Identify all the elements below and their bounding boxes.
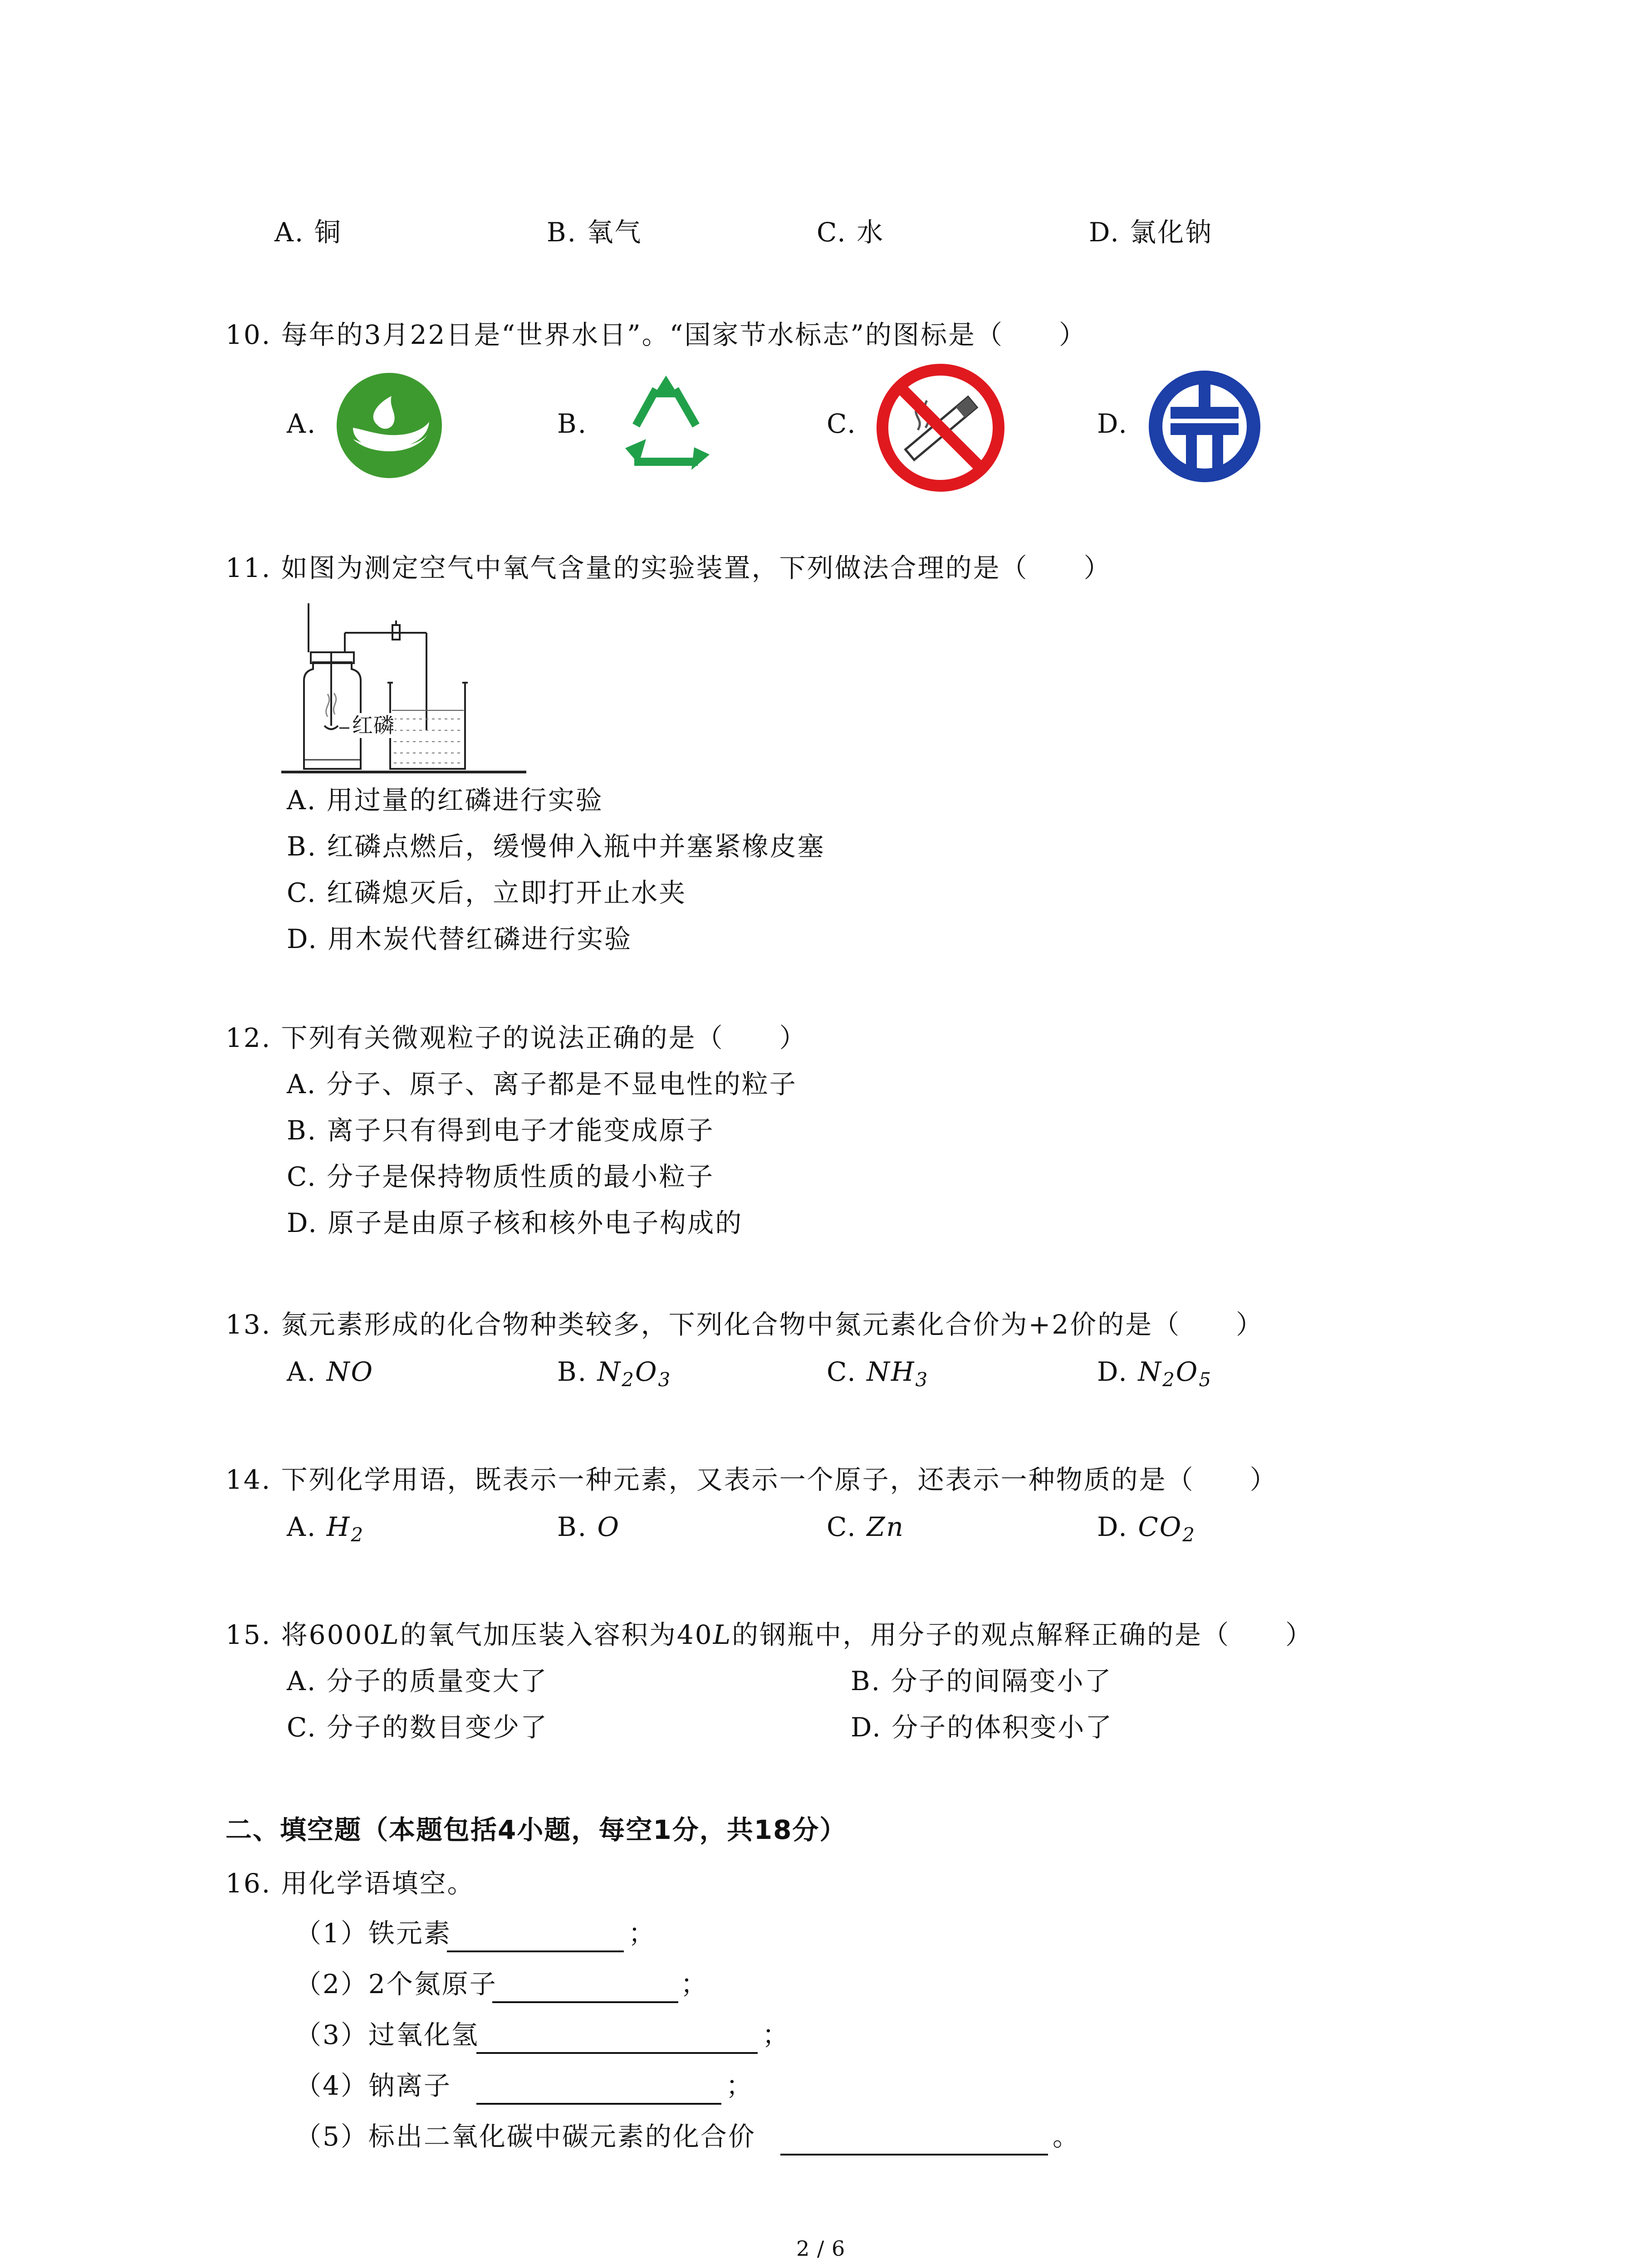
water-saving-icon	[335, 371, 444, 480]
q10-label-c: C.	[827, 408, 857, 439]
q9-option-c: C. 水	[817, 217, 885, 248]
q16-item-5: （5）标出二氧化碳中碳元素的化合价	[295, 2121, 756, 2152]
q16-stem: 16. 用化学语填空。	[225, 1868, 475, 1899]
q15-stem: 15. 将6000L的氧气加压装入容积为40L的钢瓶中，用分子的观点解释正确的是（ ）	[225, 1619, 1313, 1650]
q10-stem: 10. 每年的3月22日是“世界水日”。“国家节水标志”的图标是（ ）	[225, 319, 1087, 350]
blue-emblem-icon	[1148, 370, 1261, 483]
q14-stem: 14. 下列化学用语，既表示一种元素，又表示一个原子，还表示一种物质的是（ ）	[225, 1464, 1278, 1495]
q9-option-a: A. 铜	[274, 217, 342, 248]
q14-option-a: A. $H_2$	[287, 1511, 365, 1546]
q15-option-a: A. 分子的质量变大了	[287, 1666, 548, 1696]
page-number: 2 / 6	[796, 2236, 846, 2261]
answer-blank-1[interactable]	[447, 1950, 624, 1952]
q12-option-c: C. 分子是保持物质性质的最小粒子	[287, 1161, 715, 1192]
q10-label-b: B.	[557, 408, 588, 439]
q12-option-d: D. 原子是由原子核和核外电子构成的	[287, 1207, 743, 1238]
q12-option-b: B. 离子只有得到电子才能变成原子	[287, 1115, 715, 1146]
q16-end-2: ；	[681, 1969, 709, 1999]
q10-label-d: D.	[1097, 408, 1128, 439]
q16-end-4: ；	[726, 2070, 754, 2101]
q14-option-d: D. $CO_2$	[1097, 1511, 1196, 1546]
q13-option-b: B. $N_2O_3$	[557, 1356, 672, 1391]
q16-end-1: ；	[628, 1918, 656, 1949]
q15-option-c: C. 分子的数目变少了	[287, 1712, 549, 1743]
q15-option-d: D. 分子的体积变小了	[851, 1712, 1113, 1743]
answer-blank-3[interactable]	[476, 2052, 758, 2054]
q14-option-c: C. Zn	[827, 1511, 905, 1542]
no-smoking-icon	[875, 362, 1006, 494]
q14-option-b: B. O	[557, 1511, 621, 1542]
q16-item-3: （3）过氧化氢	[295, 2019, 479, 2050]
q12-option-a: A. 分子、原子、离子都是不显电性的粒子	[287, 1069, 797, 1100]
q16-item-4: （4）钠离子	[295, 2070, 451, 2101]
q16-end-3: ；	[762, 2019, 790, 2050]
q11-option-c: C. 红磷熄灭后，立即打开止水夹	[287, 877, 687, 908]
answer-blank-4[interactable]	[476, 2103, 721, 2105]
section-heading: 二、填空题（本题包括4小题，每空1分，共18分）	[225, 1814, 847, 1845]
q16-item-1: （1）铁元素	[295, 1918, 451, 1949]
q15-option-b: B. 分子的间隔变小了	[851, 1666, 1112, 1696]
oxygen-apparatus-diagram	[277, 594, 531, 776]
q13-stem: 13. 氮元素形成的化合物种类较多，下列化合物中氮元素化合价为+2价的是（ ）	[225, 1309, 1264, 1340]
q13-option-a: A. NO	[287, 1356, 374, 1387]
q11-option-a: A. 用过量的红磷进行实验	[287, 785, 603, 816]
q11-option-b: B. 红磷点燃后，缓慢伸入瓶中并塞紧橡皮塞	[287, 831, 825, 862]
q10-label-a: A.	[287, 408, 317, 439]
q11-stem: 11. 如图为测定空气中氧气含量的实验装置，下列做法合理的是（ ）	[225, 552, 1112, 583]
recycle-icon	[607, 371, 725, 480]
q9-option-d: D. 氯化钠	[1089, 217, 1213, 248]
answer-blank-2[interactable]	[492, 2001, 678, 2003]
red-phosphorus-label: 红磷	[352, 713, 395, 738]
q13-option-c: C. $NH_3$	[827, 1356, 929, 1391]
q9-option-b: B. 氧气	[547, 217, 642, 248]
q11-option-d: D. 用木炭代替红磷进行实验	[287, 924, 632, 954]
q12-stem: 12. 下列有关微观粒子的说法正确的是（ ）	[225, 1022, 807, 1053]
q16-end-5: 。	[1053, 2121, 1081, 2152]
answer-blank-5[interactable]	[780, 2154, 1048, 2156]
q13-option-d: D. $N_2O_5$	[1097, 1356, 1213, 1391]
q16-item-2: （2）2个氮原子	[295, 1969, 497, 1999]
